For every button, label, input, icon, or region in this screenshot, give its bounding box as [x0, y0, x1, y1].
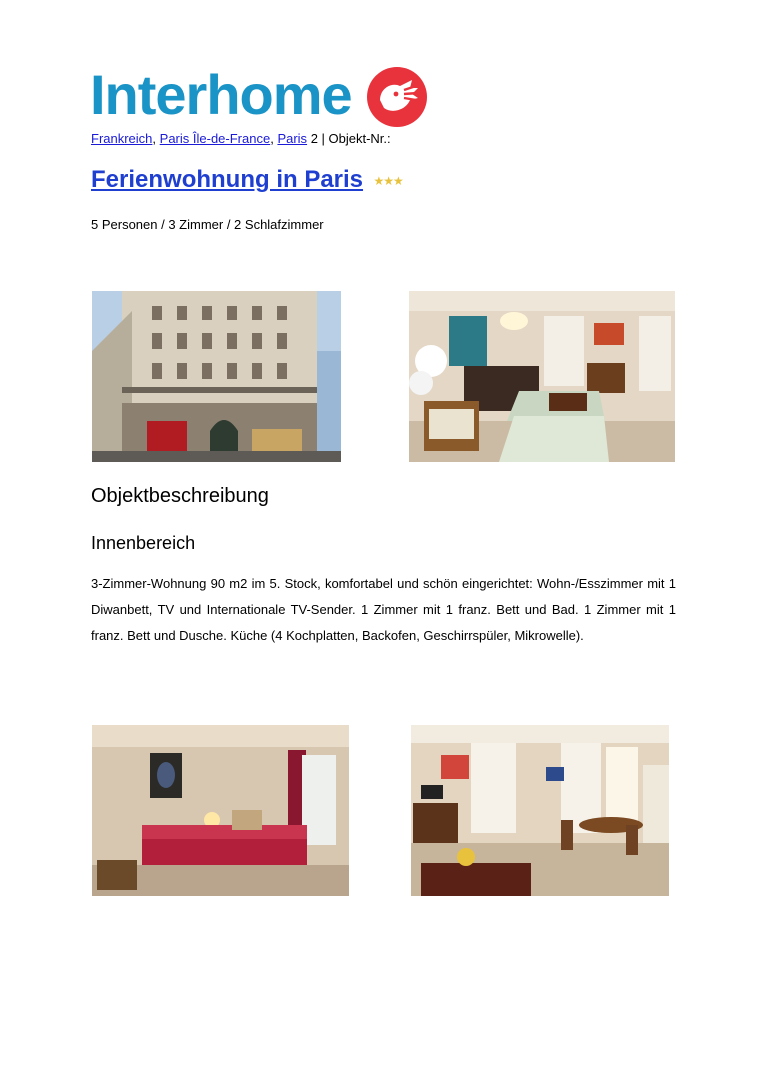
breadcrumb: Frankreich, Paris Île-de-France, Paris 2 | Objekt-Nr.:	[91, 131, 391, 146]
breadcrumb-link-region[interactable]: Paris Île-de-France	[159, 131, 271, 146]
star-icon: ★	[383, 174, 394, 188]
section-heading: Objektbeschreibung	[91, 485, 269, 507]
breadcrumb-suffix: 2 | Objekt-Nr.:	[310, 131, 391, 146]
bird-logo-icon	[366, 66, 428, 128]
subsection-heading: Innenbereich	[91, 533, 196, 553]
interhome-logo[interactable]	[90, 63, 435, 130]
star-icon: ★	[373, 174, 384, 188]
photo-dining-room	[411, 725, 669, 896]
logo-wordmark: Interhome	[90, 63, 352, 126]
photo-building-exterior	[92, 291, 341, 462]
capacity-summary: 5 Personen / 3 Zimmer / 2 Schlafzimmer	[91, 217, 324, 232]
page-title[interactable]: Ferienwohnung in Paris	[91, 166, 364, 193]
breadcrumb-link-city[interactable]: Paris	[277, 131, 308, 146]
photo-living-room	[409, 291, 675, 462]
title-row	[91, 166, 403, 194]
breadcrumb-link-country[interactable]: Frankreich	[91, 131, 153, 146]
property-description: 3-Zimmer-Wohnung 90 m2 im 5. Stock, komfortabel und schön eingerichtet: Wohn-/Esszimmer mit 1 Diwanbett, TV und Internationale TV-Sender. 1 Zimmer mit 1 franz. Bett und Bad. 1 Zimmer mit 1 franz. Bett und Dusche. Küche (4 Kochplatten, Backofen, Geschirrspüler, Mikrowelle).	[91, 576, 676, 643]
star-icon: ★	[393, 174, 403, 188]
photo-bedroom	[92, 725, 349, 896]
star-rating	[373, 172, 402, 190]
